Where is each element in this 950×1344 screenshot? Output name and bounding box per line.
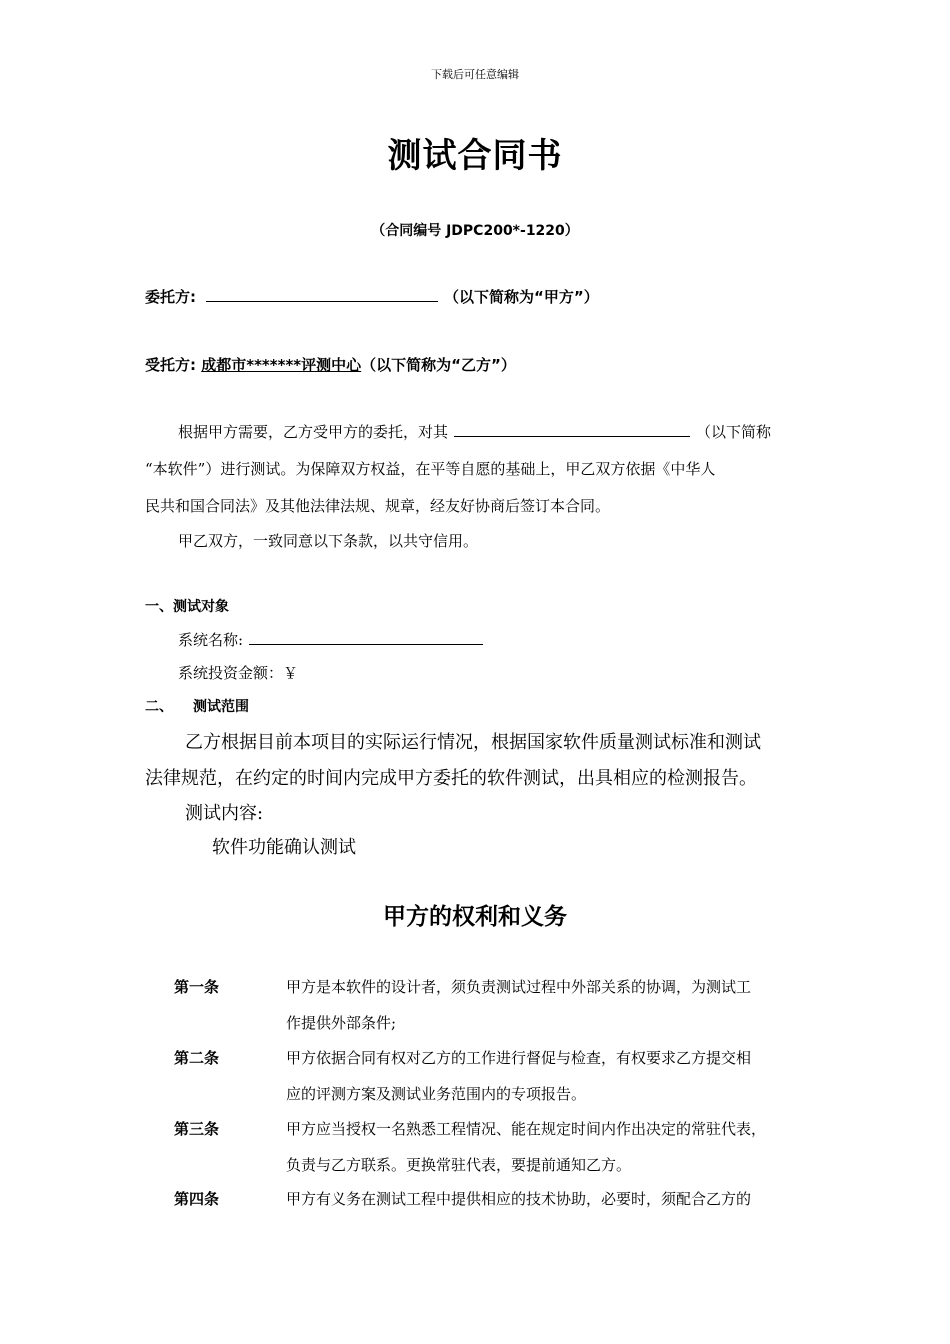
section-2-number: 二、 — [145, 699, 173, 715]
party-a-blank — [206, 287, 438, 302]
section-2-title: 测试范围 — [193, 699, 249, 715]
party-a-suffix: （以下简称为“甲方”） — [444, 288, 599, 306]
article-1-line-2: 作提供外部条件; — [286, 1014, 397, 1032]
test-content-label: 测试内容: — [185, 803, 264, 824]
article-3-line-2: 负责与乙方联系。更换常驻代表，要提前通知乙方。 — [286, 1156, 632, 1174]
article-1-line-1: 甲方是本软件的设计者，须负责测试过程中外部关系的协调，为测试工 — [286, 978, 752, 996]
scope-line-1: 乙方根据目前本项目的实际运行情况，根据国家软件质量测试标准和测试 — [185, 732, 761, 753]
section-2-heading — [145, 696, 249, 716]
party-b-label: 受托方: — [145, 356, 196, 374]
intro-line-2: “本软件”）进行测试。为保障双方权益，在平等自愿的基础上，甲乙双方依据《中华人 — [145, 460, 716, 478]
party-b-name: 成都市*******评测中心 — [201, 356, 362, 374]
intro-line-1-start: 根据甲方需要，乙方受甲方的委托，对其 — [178, 423, 449, 441]
contract-number: （合同编号 JDPC200*-1220） — [371, 223, 579, 239]
article-2-label: 第二条 — [174, 1049, 220, 1067]
rights-heading: 甲方的权利和义务 — [383, 904, 567, 930]
article-2-line-2: 应的评测方案及测试业务范围内的专项报告。 — [286, 1085, 587, 1103]
article-2-line-1: 甲方依据合同有权对乙方的工作进行督促与检查，有权要求乙方提交相 — [286, 1049, 752, 1067]
page-header: 下载后可任意编辑 — [431, 68, 519, 81]
party-b-line — [145, 354, 516, 375]
article-4-line-1: 甲方有义务在测试工程中提供相应的技术协助，必要时，须配合乙方的 — [286, 1190, 752, 1208]
party-b-suffix: （以下简称为“乙方”） — [361, 356, 516, 374]
scope-line-2: 法律规范，在约定的时间内完成甲方委托的软件测试，出具相应的检测报告。 — [145, 768, 757, 789]
system-name-label: 系统名称: — [178, 631, 244, 649]
article-3-line-1: 甲方应当授权一名熟悉工程情况、能在规定时间内作出决定的常驻代表， — [286, 1120, 767, 1138]
section-1-heading: 一、测试对象 — [145, 599, 229, 615]
document-title: 测试合同书 — [387, 136, 563, 176]
software-name-blank — [454, 422, 690, 437]
system-name-line — [178, 629, 483, 650]
intro-line-1 — [178, 421, 771, 442]
article-1-label: 第一条 — [174, 978, 220, 996]
test-content-item: 软件功能确认测试 — [212, 837, 356, 858]
article-4-label: 第四条 — [174, 1190, 220, 1208]
investment-line: 系统投资金额：￥ — [178, 664, 299, 682]
intro-line-1-end: （以下简称 — [696, 423, 772, 441]
party-a-label: 委托方: — [145, 288, 196, 306]
intro-line-4: 甲乙双方，一致同意以下条款，以共守信用。 — [178, 532, 479, 550]
article-3-label: 第三条 — [174, 1120, 220, 1138]
intro-line-3: 民共和国合同法》及其他法律法规、规章，经友好协商后签订本合同。 — [145, 497, 611, 515]
system-name-blank — [249, 630, 483, 645]
party-a-line — [145, 286, 599, 307]
